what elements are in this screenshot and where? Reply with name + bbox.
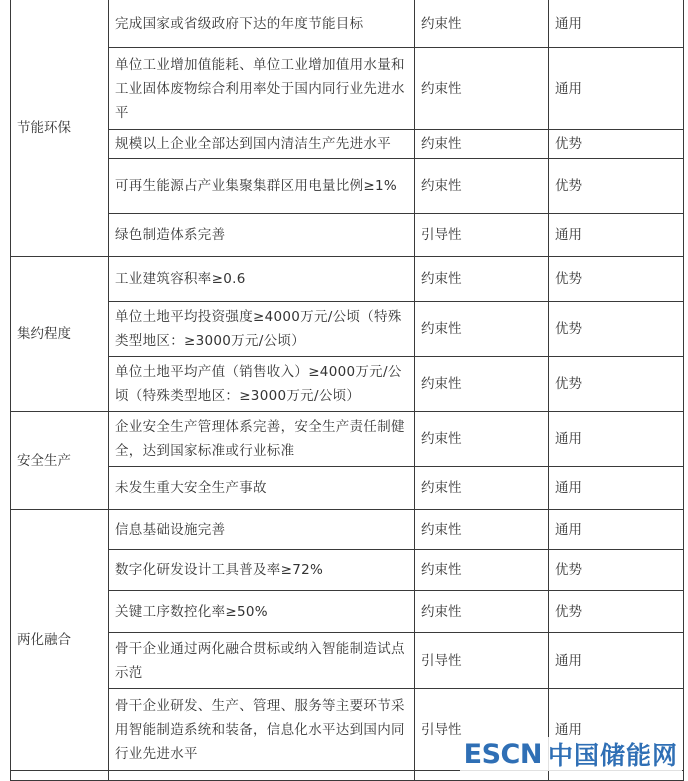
- nature-cell: 约束性: [415, 550, 549, 591]
- watermark-logo-text: ESCN: [463, 738, 542, 770]
- table-row: [11, 130, 684, 159]
- indicator-cell: 未发生重大安全生产事故: [109, 467, 415, 510]
- nature-cell: 约束性: [415, 0, 549, 48]
- nature-cell: 约束性: [415, 412, 549, 467]
- table-row: [11, 467, 684, 510]
- type-cell: [549, 771, 684, 781]
- category-cell: 节能环保: [11, 0, 109, 257]
- nature-cell: 约束性: [415, 357, 549, 412]
- indicator-cell: 完成国家或省级政府下达的年度节能目标: [109, 0, 415, 48]
- type-cell: 通用: [549, 214, 684, 257]
- type-cell: 通用: [549, 412, 684, 467]
- table-row: [11, 357, 684, 412]
- type-cell: 通用: [549, 0, 684, 48]
- table-row: [11, 510, 684, 550]
- type-cell: 优势: [549, 130, 684, 159]
- table-row: [11, 159, 684, 214]
- type-cell: 优势: [549, 591, 684, 633]
- type-cell: 通用: [549, 467, 684, 510]
- nature-cell: 约束性: [415, 510, 549, 550]
- nature-cell: 约束性: [415, 302, 549, 357]
- table-row: [11, 48, 684, 130]
- indicator-cell: 关键工序数控化率≥50%: [109, 591, 415, 633]
- nature-cell: [415, 771, 549, 781]
- table-row: [11, 257, 684, 302]
- indicator-cell: 骨干企业研发、生产、管理、服务等主要环节采用智能制造系统和装备，信息化水平达到国内同行业先进水平: [109, 689, 415, 771]
- nature-cell: 引导性: [415, 214, 549, 257]
- category-cell: 两化融合: [11, 510, 109, 771]
- indicator-cell: 信息基础设施完善: [109, 510, 415, 550]
- indicator-cell: [109, 771, 415, 781]
- indicator-cell: 企业安全生产管理体系完善，安全生产责任制健全，达到国家标准或行业标准: [109, 412, 415, 467]
- nature-cell: 约束性: [415, 48, 549, 130]
- indicator-cell: 规模以上企业全部达到国内清洁生产先进水平: [109, 130, 415, 159]
- indicator-cell: 数字化研发设计工具普及率≥72%: [109, 550, 415, 591]
- table-row: [11, 633, 684, 689]
- nature-cell: 引导性: [415, 633, 549, 689]
- table-row: [11, 302, 684, 357]
- table-row: [11, 591, 684, 633]
- type-cell: 优势: [549, 257, 684, 302]
- indicator-cell: 可再生能源占产业集聚集群区用电量比例≥1%: [109, 159, 415, 214]
- type-cell: 优势: [549, 159, 684, 214]
- nature-cell: 约束性: [415, 130, 549, 159]
- indicator-cell: 单位土地平均投资强度≥4000万元/公顷（特殊类型地区：≥3000万元/公顷）: [109, 302, 415, 357]
- nature-cell: 约束性: [415, 159, 549, 214]
- table-row: [11, 412, 684, 467]
- nature-cell: 约束性: [415, 591, 549, 633]
- type-cell: 优势: [549, 550, 684, 591]
- nature-cell: 约束性: [415, 467, 549, 510]
- type-cell: 通用: [549, 48, 684, 130]
- type-cell: 通用: [549, 689, 684, 771]
- type-cell: 优势: [549, 357, 684, 412]
- category-cell: 安全生产: [11, 412, 109, 510]
- type-cell: 优势: [549, 302, 684, 357]
- watermark-site-name: 中国储能网: [547, 741, 678, 770]
- indicator-cell: 单位工业增加值能耗、单位工业增加值用水量和工业固体废物综合利用率处于国内同行业先进水平: [109, 48, 415, 130]
- indicator-cell: 绿色制造体系完善: [109, 214, 415, 257]
- category-cell: [11, 771, 109, 781]
- indicator-table: [10, 0, 684, 781]
- nature-cell: 引导性: [415, 689, 549, 771]
- category-cell: 集约程度: [11, 257, 109, 412]
- escn-watermark: [460, 737, 682, 771]
- table-row: [11, 771, 684, 781]
- type-cell: 通用: [549, 633, 684, 689]
- indicator-cell: 单位土地平均产值（销售收入）≥4000万元/公顷（特殊类型地区：≥3000万元/公顷）: [109, 357, 415, 412]
- indicator-cell: 骨干企业通过两化融合贯标或纳入智能制造试点示范: [109, 633, 415, 689]
- table-row: [11, 214, 684, 257]
- nature-cell: 约束性: [415, 257, 549, 302]
- indicator-cell: 工业建筑容积率≥0.6: [109, 257, 415, 302]
- table-row: [11, 0, 684, 48]
- type-cell: 通用: [549, 510, 684, 550]
- table-row: [11, 550, 684, 591]
